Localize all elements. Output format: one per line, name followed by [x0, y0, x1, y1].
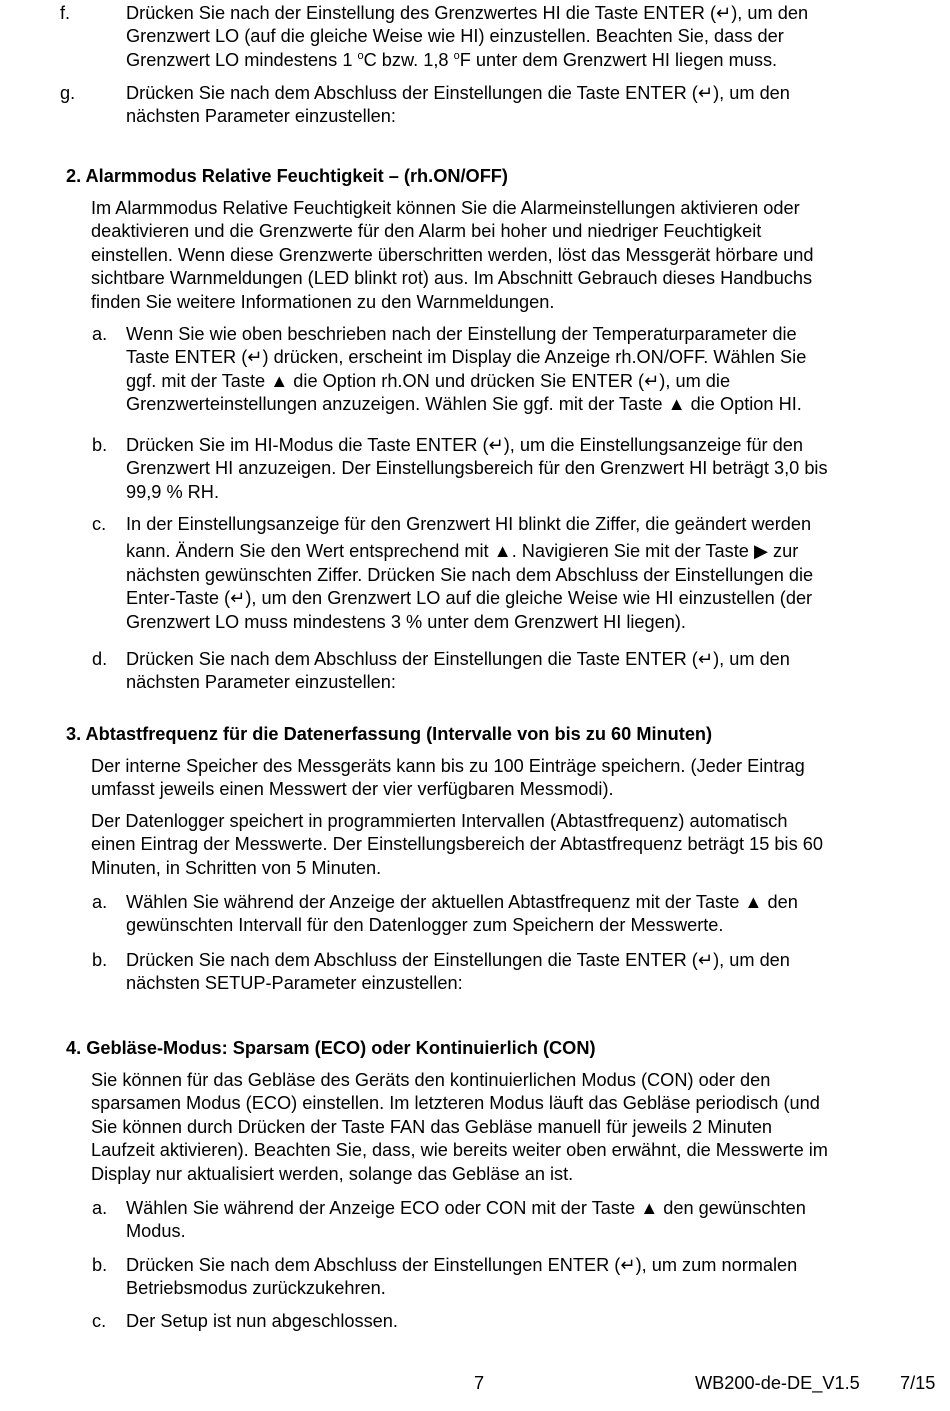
up-arrow-icon: ▲ [270, 370, 289, 391]
paragraph: Sie können für das Gebläse des Geräts den kontinuierlichen Modus (CON) oder den sparsamen Modus (ECO) einstellen. Im letzteren Modus läuft das Gebläse periodisch (und Sie können durch Drücken der Taste FAN das Gebläse manuell für jeweils 2 Minuten Laufzeit aktivieren). Beachten Sie, dass, wie bereits weiter oben erwähnt, die Messwerte im Display nur aktualisiert werden, solange das Gebläse an ist. [91, 1070, 828, 1184]
page-number: 7 [474, 1373, 485, 1393]
up-arrow-icon: ▲ [640, 1198, 659, 1218]
list-label: g. [60, 83, 76, 103]
list-label: f. [60, 3, 71, 23]
section-heading: 3. Abtastfrequenz für die Datenerfassung (Intervalle von bis zu 60 Minuten) [66, 724, 713, 744]
page-of: 7/15 [900, 1373, 936, 1393]
paragraph: Der interne Speicher des Messgeräts kann bis zu 100 Einträge speichern. (Jeder Eintrag umfasst jeweils einen Messwert der vier verfügbaren Messmodi). [91, 756, 805, 800]
up-arrow-icon: ▲ [744, 892, 763, 912]
document-id: WB200-de-DE_V1.5 [695, 1373, 860, 1393]
paragraph: Im Alarmmodus Relative Feuchtigkeit können Sie die Alarmeinstellungen aktivieren oder deaktivieren und die Grenzwerte für den Alarm bei hoher und niedriger Feuchtigkeit einstellen. Wenn diese Grenzwerte überschritten werden, löst das Messgerät hörbare und sichtbare Warnmeldungen (LED blinkt rot) aus. Im Abschnitt Gebrauch dieses Handbuchs finden Sie weitere Informationen zu den Warnmeldungen. [91, 198, 814, 312]
list-text: Drücken Sie nach dem Abschluss der Einstellungen die Taste ENTER (↵), um den nächsten Parameter einzustellen: [126, 83, 790, 127]
up-arrow-icon: ▲ [493, 541, 512, 562]
section-heading: 4. Gebläse-Modus: Sparsam (ECO) oder Kontinuierlich (CON) [66, 1038, 596, 1058]
paragraph: Der Datenlogger speichert in programmierten Intervallen (Abtastfrequenz) automatisch einen Eintrag der Messwerte. Der Einstellungsbereich der Abtastfrequenz beträgt 15 bis 60 Minuten, in Schritten von 5 Minuten. [91, 811, 823, 878]
section-heading: 2. Alarmmodus Relative Feuchtigkeit – (rh.ON/OFF) [66, 166, 508, 186]
page: f. Drücken Sie nach der Einstellung des Grenzwertes HI die Taste ENTER (↵), um den Grenzwert LO (auf die gleiche Weise wie HI) einzustellen. Beachten Sie, dass der Grenzwert LO mindestens 1 $^o$C bzw. 1,8 $^o$F unter dem Grenzwert HI liegen muss. g. Drücken Sie nach dem Abschluss der Einstellungen die Taste ENTER (↵), um den nächsten Parameter einzustellen: 2. Alarmmodus Relative Feuchtigkeit – (rh.ON/OFF) Im Alarmmodus Relative Feuchtigkeit können Sie die Alarmeinstellungen aktivieren oder deaktivieren und die Grenzwerte für den Alarm bei hoher und niedriger Feuchtigkeit einstellen. Wenn diese Grenzwerte überschritten werden, löst das Messgerät hörbare und sichtbare Warnmeldungen (LED blinkt rot) aus. Im Abschnitt Gebrauch dieses Handbuchs finden Sie weitere Informationen zu den Warnmeldungen. a. Wenn Sie wie oben beschrieben nach der Einstellung der Temperaturparameter die Taste ENTER (↵) drücken, erscheint im Display die Anzeige rh.ON/OFF. Wählen Sie ggf. mit der Taste ▲ die Option rh.ON und drücken Sie ENTER (↵), um die Grenzwerteinstellungen anzuzeigen. Wählen Sie ggf. mit der Taste ▲ die Option HI. b. Drücken Sie im HI-Modus die Taste ENTER (↵), um die Einstellungsanzeige für den Grenzwert HI anzuzeigen. Der Einstellungsbereich für den Grenzwert HI beträgt 3,0 bis 99,9 % RH. c. In der Einstellungsanzeige für den Grenzwert HI blinkt die Ziffer, die geändert werden kann. Ändern Sie den Wert entsprechend mit ▲. Navigieren Sie mit der Taste ▶ zur nächsten gewünschten Ziffer. Drücken Sie nach dem Abschluss der Einstellungen die Enter-Taste (↵), um den Grenzwert LO auf die gleiche Weise wie HI einzustellen (der Grenzwert LO muss mindestens 3 % unter dem Grenzwert HI liegen). d. Drücken Sie nach dem Abschluss der Einstellungen die Taste ENTER (↵), um den nächsten Parameter einzustellen: 3. Abtastfrequenz für die Datenerfassung (Intervalle von bis zu 60 Minuten) Der interne Speicher des Messgeräts kann bis zu 100 Einträge speichern. (Jeder Eintrag umfasst jeweils einen Messwert der vier verfügbaren Messmodi). Der Datenlogger speichert in programmierten Intervallen (Abtastfrequenz) automatisch einen Eintrag der Messwerte. Der Einstellungsbereich der Abtastfrequenz beträgt 15 bis 60 Minuten, in Schritten von 5 Minuten. a. Wählen Sie während der Anzeige der aktuellen Abtastfrequenz mit der Taste ▲ den gewünschten Intervall für den Datenlogger zum Speichern der Messwerte. b. Drücken Sie nach dem Abschluss der Einstellungen die Taste ENTER (↵), um den nächsten SETUP-Parameter einzustellen: 4. Gebläse-Modus: Sparsam (ECO) oder Kontinuierlich (CON) Sie können für das Gebläse des Geräts den kontinuierlichen Modus (CON) oder den sparsamen Modus (ECO) einstellen. Im letzteren Modus läuft das Gebläse periodisch (und Sie können durch Drücken der Taste FAN das Gebläse manuell für jeweils 2 Minuten Laufzeit aktivieren). Beachten Sie, dass, wie bereits weiter oben erwähnt, die Messwerte im Display nur aktualisiert werden, solange das Gebläse an ist. a. Wählen Sie während der Anzeige ECO oder CON mit der Taste ▲ den gewünschten Modus. b. Drücken Sie nach dem Abschluss der Einstellungen ENTER (↵), um zum normalen Betriebsmodus zurückzukehren. c. Der Setup ist nun abgeschlossen. 7 WB200-de-DE_V1.5 7/15 [0, 0, 950, 1411]
up-arrow-icon: ▲ [667, 394, 686, 415]
right-arrow-icon: ▶ [753, 541, 768, 562]
list-text: Drücken Sie nach der Einstellung des Grenzwertes HI die Taste ENTER (↵), um den Grenzwert LO (auf die gleiche Weise wie HI) einzustellen. Beachten Sie, dass der Grenzwert LO mindestens 1 $^o$C bzw. 1,8 $^o$F unter dem Grenzwert HI liegen muss. [126, 3, 809, 70]
